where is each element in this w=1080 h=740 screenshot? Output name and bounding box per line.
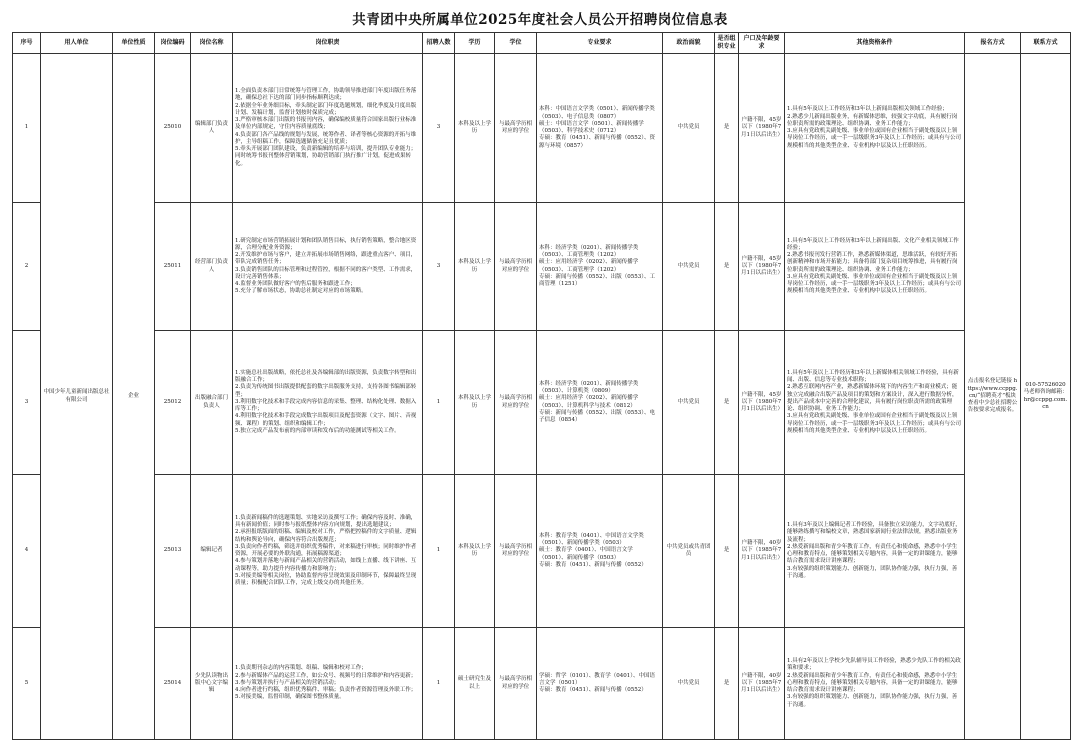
header-cell: 序号: [13, 33, 41, 54]
degree-cell: 与最高学历相对应的学位: [495, 54, 537, 203]
header-cell: 户口及年龄要求: [739, 33, 785, 54]
position-name-cell: 编辑部门负责人: [191, 54, 233, 203]
contact-cell: 010-57526020马老师咨询邮箱：hr@ccppg.com.cn: [1021, 54, 1071, 740]
position-code-cell: 25014: [155, 628, 191, 740]
duties-cell-line: 3.利用数字化技术和手段完成内容信息的采集、整理、结构化处理、数据入库等工作；: [235, 398, 417, 413]
duties-cell-line: 5.对接美编，监督印制，确保图书整体质量。: [235, 694, 345, 701]
header-cell: 学历: [455, 33, 495, 54]
position-name-cell: 出版融合部门负责人: [191, 331, 233, 475]
other-qualification-cell-line: 2.热爱新闻出版和青少年教育工作，有责任心和使命感，熟悉中小学生心理和教育特点，能够策划相关专题内容，具备一定的讲课能力，能够结合教育需求设计讲座课程；: [787, 672, 958, 694]
age-requirement-cell: 户籍不限，40岁以下（1985年7月1日以后出生）: [739, 628, 785, 740]
other-qualification-cell-line: 1.具有5年及以上工作经历和3年以上新闻出版相关领域工作经验；: [787, 106, 948, 113]
other-qualification-cell-line: 2.热爱新闻出版和青少年教育工作，有责任心和使命感，熟悉中小学生心理和教育特点，能够策划相关专题内容，具备一定的讲课能力，能够结合教育需求设计讲座课程；: [787, 543, 958, 565]
other-qualification-cell-line: 3.有较强的组织策划能力、创新能力，团队协作能力强，执行力强，善于沟通。: [787, 565, 958, 579]
row-number-cell: 1: [13, 54, 41, 203]
organization-cell: 是: [715, 475, 739, 628]
table-row: [13, 203, 1071, 331]
duties-cell-line: 4.参与策划并落地与新闻产品相关的营销活动，如线上直播、线下讲座、互动课程等，助力提升内容传播力和影响力；: [235, 558, 417, 572]
duties-cell: [233, 475, 423, 628]
other-qualification-cell-line: 1.具有3年及以上编辑记者工作经验，具备独立采访能力，文字功底好，能够熟练撰写和编校文章，熟悉国家新闻行业法律法规，熟悉出版业务及流程；: [787, 522, 961, 543]
header-row: [13, 33, 1071, 54]
header-cell: 其他资格条件: [785, 33, 965, 54]
table-row: [13, 628, 1071, 740]
header-cell: 联系方式: [1021, 33, 1071, 54]
table-row: [13, 475, 1071, 628]
major-requirement-cell: 本科：教育学类（0401）、中国语言文学类（0501）、新闻传播学类（0503） 硕士：教育学（0401）、中国语言文学（0501）、新闻传播学（0503） 专硕：教育（0451）、新闻与传播（0552）: [537, 475, 663, 628]
organization-cell: 是: [715, 54, 739, 203]
position-code-cell: 25012: [155, 331, 191, 475]
major-requirement-cell: 本科：经济学类（0201）、新闻传播学类（0503）、工商管理类（1202） 硕士：应用经济学（0202）、新闻传播学（0503）、工商管理学（1202） 专硕：新闻与传播（0552）、出版（0553）、工商管理（1251）: [537, 203, 663, 331]
table-row: [13, 331, 1071, 475]
age-requirement-cell: 户籍不限，45岁以下（1980年7月1日以后出生）: [739, 203, 785, 331]
other-qualification-cell: [785, 203, 965, 331]
duties-cell-line: 4.监督业务团队做好客户的售后服务和跟进工作；: [235, 281, 356, 287]
duties-cell-line: 5.充分了解市场状态，协助总社制定对应的市场策略。: [235, 288, 367, 295]
unit-nature-cell: 企业: [113, 54, 155, 740]
hire-count-cell: 3: [423, 203, 455, 331]
header-cell: 岗位编码: [155, 33, 191, 54]
duties-cell: [233, 628, 423, 740]
education-cell: 本科及以上学历: [455, 203, 495, 331]
organization-cell: 是: [715, 628, 739, 740]
major-requirement-cell: 本科：中国语言文学类（0501）、新闻传播学类（0503）、电子信息类（0807） 硕士：中国语言文学（0501）、新闻传播学（0503）、科学技术史（0712） 专硕：教育（0451）、新闻与传播（0552）、资源与环境（0857）: [537, 54, 663, 203]
duties-cell-line: 3.负责向作者约稿，筛选并组织优秀稿件，对来稿进行审核；同时维护作者资源，开展必要的外联沟通，拓展稿源渠道；: [235, 543, 417, 557]
duties-cell-line: 2.依据全年业务细目标，牵头制定部门年度选题规划，细化季度及月度出版计划、发稿计划，监督计划按时保质完成；: [235, 102, 417, 116]
header-cell: 专业要求: [537, 33, 663, 54]
header-cell: 招聘人数: [423, 33, 455, 54]
degree-cell: 与最高学历相对应的学位: [495, 331, 537, 475]
education-cell: 本科及以上学历: [455, 475, 495, 628]
political-status-cell: 中共党员: [663, 628, 715, 740]
degree-cell: 与最高学历相对应的学位: [495, 203, 537, 331]
hire-count-cell: 3: [423, 54, 455, 203]
duties-cell-line: 2.开发维护市场与客户，建立并拓展市场销售网络，跟进重点客户、项目，带队完成销售任务；: [235, 252, 417, 266]
table-body: [13, 54, 1071, 740]
row-number-cell: 2: [13, 203, 41, 331]
row-number-cell: 5: [13, 628, 41, 740]
header-cell: 是否组织专业: [715, 33, 739, 54]
other-qualification-cell-line: 2.熟悉互联网内容产业，熟悉新媒体环境下的内容生产和商业模式；能独立完成融合出版产品及项目的策划和方案设计，深入进行数据分析，提出产品成本中完善的合理化建议，具有履行岗位职责所需的政策理论、组织协调、业务工作能力；: [787, 384, 958, 413]
row-number-cell: 4: [13, 475, 41, 628]
header-cell: 用人单位: [41, 33, 113, 54]
duties-cell-line: 1.负责期刊杂志的内容策划、组稿、编辑和校对工作；: [235, 665, 367, 672]
duties-cell-line: 5.独立完成产品发布前的内部审读和发布后的功能测试等相关工作。: [235, 427, 400, 434]
duties-cell-line: 1.全面负责本部门日常统筹与管理工作，协助领导推进部门年度出版任务落地，确保总社下达的部门同步指标顺利达成；: [235, 88, 417, 102]
position-code-cell: 25010: [155, 54, 191, 203]
degree-cell: 与最高学历相对应的学位: [495, 475, 537, 628]
education-cell: 硕士研究生及以上: [455, 628, 495, 740]
education-cell: 本科及以上学历: [455, 331, 495, 475]
duties-cell-line: 4.向作者进行约稿，组织优秀稿件、审稿；负责作者资源管理及外联工作；: [235, 687, 417, 694]
political-status-cell: 中共党员: [663, 331, 715, 475]
other-qualification-cell-line: 2.熟悉少儿新闻出版业务，有新媒体思维，较强文字功底，具有履行岗位职责所需的政策理论、组织协调、业务工作能力；: [787, 113, 958, 127]
duties-cell-line: 3.负责销售团队的目标管理和过程管控，根据不同的客户类型、工作需求，设计完善销售体系；: [235, 266, 417, 280]
duties-cell-line: 3.严格审核本部门出版的书报刊内容，确保编校质量符合国家出版行业标准及单位内部规定，守住内容质量底线；: [235, 117, 417, 131]
other-qualification-cell: [785, 54, 965, 203]
duties-cell-line: 1.实施总社出版战略，依托总社及各编辑部的出版资源，负责数字转型和出版融合工作；: [235, 369, 417, 384]
duties-cell-line: 4.利用数字化技术和手段完成数字出版项目及配套资源（文字、图片、音视频、课程）的策划、组织和编辑工作；: [235, 413, 417, 427]
age-requirement-cell: 户籍不限，40岁以下（1985年7月1日以后出生）: [739, 475, 785, 628]
duties-cell: [233, 54, 423, 203]
age-requirement-cell: 户籍不限，45岁以下（1980年7月1日以后出生）: [739, 331, 785, 475]
other-qualification-cell-line: 1.具有5年及以上工作经历和3年以上新闻出版、文化产业相关领域工作经验；: [787, 237, 959, 251]
duties-cell-line: 2.承担报纸版面的组稿、编辑及校对工作，严格把控稿件的文字质量、逻辑结构和舆论导向，确保内容符合出版规范；: [235, 529, 417, 543]
position-code-cell: 25011: [155, 203, 191, 331]
hire-count-cell: 1: [423, 331, 455, 475]
header-cell: 报名方式: [965, 33, 1021, 54]
header-cell: 学位: [495, 33, 537, 54]
table-row: [13, 54, 1071, 203]
other-qualification-cell: [785, 628, 965, 740]
duties-cell-line: 2.参与新媒体产品的运营工作，如公众号、视频号的日常维护和内容更新；: [235, 672, 417, 679]
other-qualification-cell-line: 3.应具有党政机关副处级、事业单位或国有企业相当于副处级及以上领导岗位工作经历，或一手一层级职务3年及以上工作经历；或具有与公司规模相当的其他类型企业、专业机构中层及以上任职经历。: [787, 413, 962, 434]
hire-count-cell: 1: [423, 628, 455, 740]
other-qualification-cell-line: 1.具有2年及以上学校少先队辅导员工作经验，熟悉少先队工作的相关政策和要求；: [787, 658, 961, 672]
position-code-cell: 25013: [155, 475, 191, 628]
position-name-cell: 经营部门负责人: [191, 203, 233, 331]
duties-cell-line: 1.负责新闻稿件的选题策划、实地采访及撰写工作；确保内容及时、准确，具有新闻价值；同时参与报纸整体内容方向规划，提出选题建议；: [235, 514, 417, 528]
duties-cell-line: 3.参与策划并执行与产品相关的营销活动；: [235, 679, 340, 686]
other-qualification-cell: [785, 331, 965, 475]
position-name-cell: 编辑记者: [191, 475, 233, 628]
header-cell: 政治面貌: [663, 33, 715, 54]
major-requirement-cell: 本科：经济学类（0201）、新闻传播学类（0503）、计算机类（0809） 硕士：应用经济学（0202）、新闻传播学（0503）、计算机科学与技术（0812） 专硕：新闻与传播（0552）、出版（0553）、电子信息（0854）: [537, 331, 663, 475]
row-number-cell: 3: [13, 331, 41, 475]
duties-cell-line: 2.负责为传统图书出版提供配套的数字出版服务支持，支持各图书编辑部转型；: [235, 384, 417, 398]
duties-cell: [233, 331, 423, 475]
other-qualification-cell-line: 2.熟悉书报刊发行营销工作，熟悉新媒体渠道，思维活跃，有较好开拓创新精神和市场开拓能力；具备将部门复杂项目统筹推进，具有履行岗位职责所需的政策理论、组织协调、业务工作能力；: [787, 252, 958, 273]
political-status-cell: 中共党员: [663, 203, 715, 331]
position-name-cell: 少先队读物出版中心文字编辑: [191, 628, 233, 740]
duties-cell-line: 4.负责部门各产品线的规划与发展，统筹作者、译者等核心资源的开拓与维护，主导组稿工作，保障选题储备充足且优质；: [235, 131, 417, 145]
duties-cell-line: 1.研究制定市场营销拓展计划和团队销售目标，执行销售策略，整合地区资源，合理分配业务资源；: [235, 237, 417, 251]
hire-count-cell: 1: [423, 475, 455, 628]
education-cell: 本科及以上学历: [455, 54, 495, 203]
other-qualification-cell: [785, 475, 965, 628]
political-status-cell: 中共党员或共青团员: [663, 475, 715, 628]
header-cell: 岗位职责: [233, 33, 423, 54]
page-title: 共青团中央所属单位2025年度社会人员公开招聘岗位信息表: [352, 12, 728, 28]
header-cell: 岗位名称: [191, 33, 233, 54]
organization-cell: 是: [715, 331, 739, 475]
header-cell: 单位性质: [113, 33, 155, 54]
degree-cell: 与最高学历相对应的学位: [495, 628, 537, 740]
other-qualification-cell-line: 3.有较强的组织策划能力、创新能力，团队协作能力强，执行力强，善于沟通。: [787, 694, 958, 708]
age-requirement-cell: 户籍不限，45岁以下（1980年7月1日以后出生）: [739, 54, 785, 203]
major-requirement-cell: 学硕：哲学（0101）、教育学（0401）、中国语言文学（0501） 专硕：教育（0451）、新闻与传播（0552）: [537, 628, 663, 740]
duties-cell: [233, 203, 423, 331]
other-qualification-cell-line: 1.具有5年及以上工作经历和3年以上新媒体相关领域工作经验，具有新闻、出版、信息等专业技术职称；: [787, 369, 959, 384]
other-qualification-cell-line: 3.应具有党政机关副处级、事业单位或国有企业相当于副处级及以上领导岗位工作经历，或一手一层级职务3年及以上工作经历；或具有与公司规模相当的其他类型企业、专业机构中层及以上任职经历。: [787, 273, 962, 295]
duties-cell-line: 5.牵头开展部门团队建设，负责新编辑的培养与培训，提升团队专业能力；同时统筹书报刊整体营销策划，协助营销部门执行推广计划，促进成果转化。: [235, 146, 417, 167]
employer-cell: 中国少年儿童新闻出版总社有限公司: [41, 54, 113, 740]
organization-cell: 是: [715, 203, 739, 331]
signup-method-cell: 点击报名登记链接 https://www.ccppg.cn/“招聘英才”板块查看中少总社招聘公告按要求完成报名。: [965, 54, 1021, 740]
job-table: [12, 32, 1071, 740]
other-qualification-cell-line: 3.应具有党政机关副处级、事业单位或国有企业相当于副处级及以上领导岗位工作经历，或一手一层级职务3年及以上工作经历；或具有与公司规模相当的其他类型企业、专业机构中层及以上任职经历。: [787, 128, 962, 149]
duties-cell-line: 5.对接美编等相关岗位，协助监督内容呈现效果及印制环节，保障最终呈现质量；积极配合团队工作，完成上级交办的其他任务。: [235, 572, 417, 586]
political-status-cell: 中共党员: [663, 54, 715, 203]
